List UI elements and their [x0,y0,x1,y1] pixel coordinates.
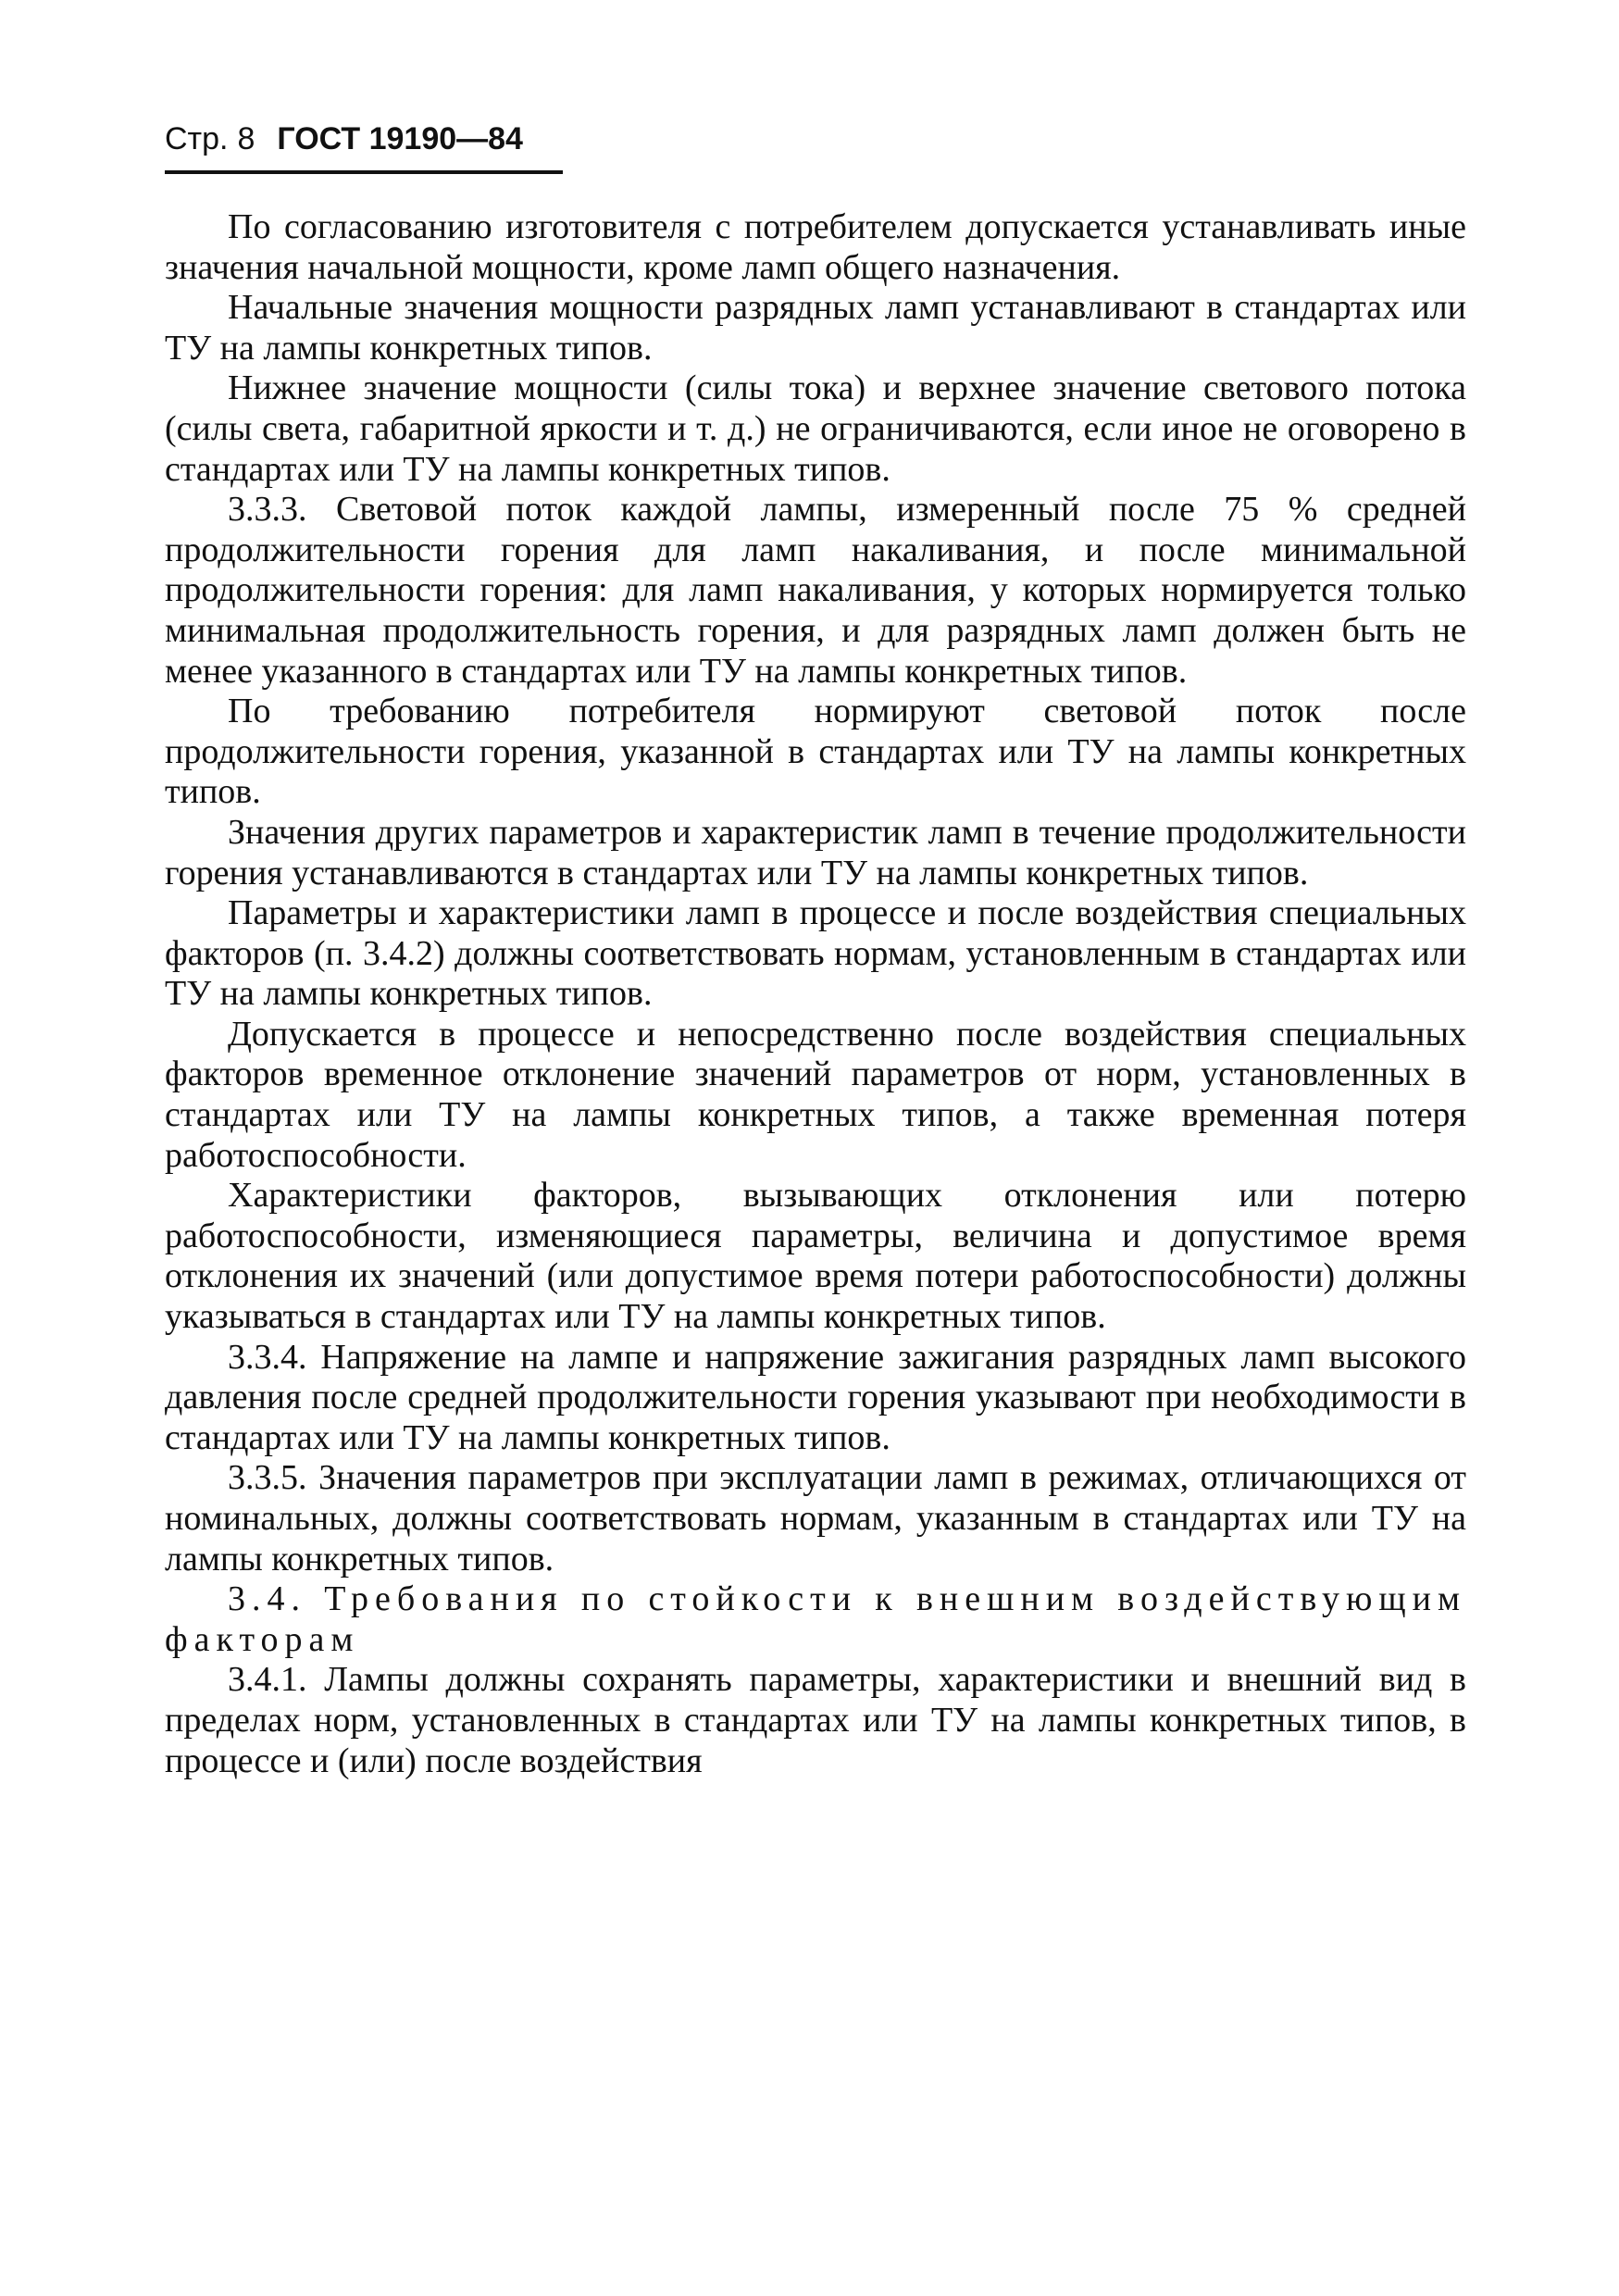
standard-code: ГОСТ 19190—84 [277,121,523,156]
page-header [165,120,572,157]
page-label: Стр. [165,121,229,156]
body-text [165,207,1466,1781]
page-number: 8 [237,121,255,156]
paragraph: По требованию потребителя нормируют световой поток после продолжительности горения, указанной в стандартах или ТУ на лампы конкретных типов. [165,692,1466,812]
header-rule [165,170,563,174]
paragraph: Допускается в процессе и непосредственно после воздействия специальных факторов временное отклонение значений параметров от норм, установленных в стандартах или ТУ на лампы конкретных типов, а также временная потеря работоспособности. [165,1014,1466,1175]
section-heading-3-4: 3.4. Требования по стойкости к внешним воздействующим факторам [165,1579,1466,1659]
clause-3-4-1: 3.4.1. Лампы должны сохранять параметры, характеристики и внешний вид в пределах норм, установленных в стандартах или ТУ на лампы конкретных типов, в процессе и (или) после воздействия [165,1660,1466,1780]
clause-3-3-3: 3.3.3. Световой поток каждой лампы, измеренный после 75 % средней продолжительности горения для ламп накаливания, и после минимальной продолжительности горения: для ламп накаливания, у которых нормируется только минимальная продолжительность горения, и для разрядных ламп должен быть не менее указанного в стандартах или ТУ на лампы конкретных типов. [165,490,1466,691]
paragraph: Характеристики факторов, вызывающих отклонения или потерю работоспособности, изменяющиеся параметры, величина и допустимое время отклонения их значений (или допустимое время потери работоспособности) должны указываться в стандартах или ТУ на лампы конкретных типов. [165,1176,1466,1337]
paragraph: Начальные значения мощности разрядных ламп устанавливают в стандартах или ТУ на лампы конкретных типов. [165,288,1466,368]
paragraph: Нижнее значение мощности (силы тока) и верхнее значение светового потока (силы света, габаритной яркости и т. д.) не ограничиваются, если иное не оговорено в стандартах или ТУ на лампы конкретных типов. [165,368,1466,489]
paragraph: Параметры и характеристики ламп в процессе и после воздействия специальных факторов (п. 3.4.2) должны соответствовать нормам, установленным в стандартах или ТУ на лампы конкретных типов. [165,893,1466,1014]
clause-3-3-5: 3.3.5. Значения параметров при эксплуатации ламп в режимах, отличающихся от номинальных, должны соответствовать нормам, указанным в стандартах или ТУ на лампы конкретных типов. [165,1458,1466,1578]
clause-3-3-4: 3.3.4. Напряжение на лампе и напряжение зажигания разрядных ламп высокого давления после средней продолжительности горения указывают при необходимости в стандартах или ТУ на лампы конкретных типов. [165,1337,1466,1457]
paragraph: Значения других параметров и характеристик ламп в течение продолжительности горения устанавливаются в стандартах или ТУ на лампы конкретных типов. [165,812,1466,892]
paragraph: По согласованию изготовителя с потребителем допускается устанавливать иные значения начальной мощности, кроме ламп общего назначения. [165,207,1466,287]
